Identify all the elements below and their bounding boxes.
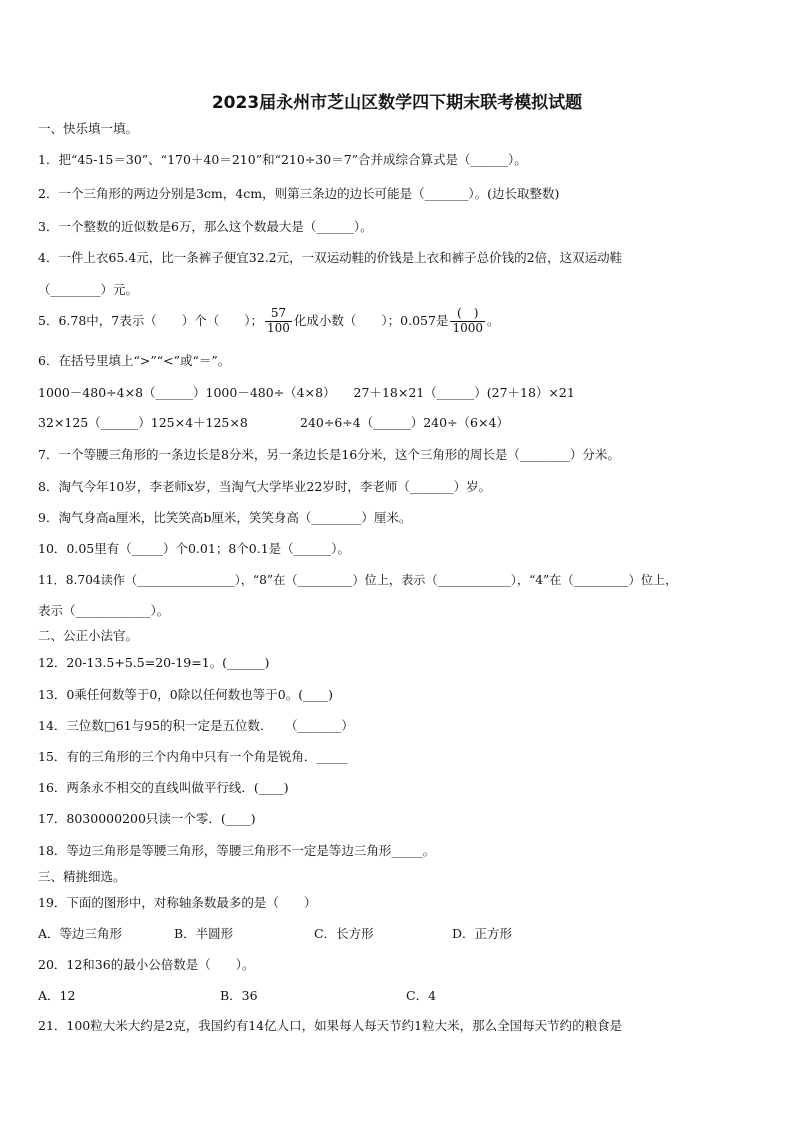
fraction-57-100	[265, 307, 292, 336]
question-4-line-1: 4．一件上衣65.4元，比一条裤子便宜32.2元，一双运动鞋的价钱是上衣和裤子总价钱的2倍，这双运动鞋	[38, 250, 623, 265]
question-15: 15．有的三角形的三个内角中只有一个角是锐角．_____	[38, 749, 348, 764]
fraction-blank-1000	[450, 307, 485, 336]
page-title: 2023届永州市芝山区数学四下期末联考模拟试题	[211, 93, 583, 113]
question-3: 3．一个整数的近似数是6万，那么这个数最大是（______）。	[38, 219, 373, 234]
question-8: 8．淘气今年10岁，李老师x岁，当淘气大学毕业22岁时，李老师（_______）岁。	[38, 479, 492, 494]
question-5	[38, 307, 500, 336]
option-c: C．4	[406, 988, 437, 1003]
fraction-denominator: 1000	[452, 320, 483, 335]
question-11-line-2: 表示（____________）。	[38, 603, 170, 618]
question-6-row-2	[38, 417, 509, 430]
question-5-part-1: 5．6.78中，7表示（ ）个（ ）；	[38, 312, 263, 328]
question-4-line-2: （________）元。	[38, 282, 139, 297]
comparison-expression: 1000－480÷4×8（______）1000－480÷（4×8）	[38, 385, 336, 400]
option-b: B．36	[220, 988, 258, 1003]
question-19: 19．下面的图形中，对称轴条数最多的是（ ）	[38, 895, 317, 910]
question-19-options	[38, 928, 512, 941]
question-18: 18．等边三角形是等腰三角形，等腰三角形不一定是等边三角形_____。	[38, 843, 436, 858]
question-20: 20．12和36的最小公倍数是（ ）。	[38, 957, 255, 972]
question-2: 2．一个三角形的两边分别是3cm，4cm，则第三条边的边长可能是（_______）。(边长取整数)	[38, 186, 560, 201]
question-5-part-2: 化成小数（ ）；0.057是	[293, 312, 449, 328]
question-11-line-1: 11．8.704读作（________________），“8”在（_________）位上，表示（____________），“4”在（_________）位上，	[38, 573, 678, 587]
option-a: A．等边三角形	[38, 926, 123, 941]
question-10: 10．0.05里有（_____）个0.01；8个0.1是（______）。	[38, 541, 350, 556]
question-12: 12．20-13.5+5.5=20-19=1。(______)	[38, 655, 270, 670]
option-c: C．长方形	[314, 926, 374, 941]
question-6: 6．在括号里填上“>”“<”或“＝”。	[38, 353, 231, 368]
option-b: B．半圆形	[174, 926, 234, 941]
question-6-row-1	[38, 387, 575, 400]
option-d: D．正方形	[452, 926, 513, 941]
question-14: 14．三位数□61与95的积一定是五位数． （_______）	[38, 718, 354, 733]
option-a: A．12	[38, 988, 76, 1003]
question-13: 13．0乘任何数等于0，0除以任何数也等于0。(____)	[38, 687, 333, 702]
question-9: 9．淘气身高a厘米，比笑笑高b厘米，笑笑身高（________）厘米。	[38, 510, 412, 525]
fraction-numerator: 57	[265, 307, 292, 322]
question-17: 17．8030000200只读一个零．(____)	[38, 811, 256, 826]
fraction-denominator: 100	[267, 320, 290, 335]
comparison-expression: 240÷6÷4（______）240÷（6×4）	[300, 415, 509, 430]
comparison-expression: 27＋18×21（______）(27＋18）×21	[353, 385, 575, 400]
section-heading-fill-in: 一、快乐填一填。	[38, 121, 139, 136]
comparison-expression: 32×125（______）125×4＋125×8	[38, 415, 248, 430]
fraction-numerator: ( )	[450, 307, 485, 322]
section-heading-judge: 二、公正小法官。	[38, 628, 139, 643]
question-21: 21．100粒大米大约是2克，我国约有14亿人口，如果每人每天节约1粒大米，那么全国每天节约的粮食是	[38, 1018, 623, 1033]
question-1: 1．把“45-15＝30”、“170＋40＝210”和“210÷30＝7”合并成综合算式是（______）。	[38, 152, 527, 167]
question-16: 16．两条永不相交的直线叫做平行线．(____)	[38, 780, 289, 795]
question-7: 7．一个等腰三角形的一条边长是8分米，另一条边长是16分米，这个三角形的周长是（________）分米。	[38, 447, 620, 462]
question-20-options	[38, 990, 436, 1003]
question-5-part-3: 。	[487, 312, 500, 328]
section-heading-choose: 三、精挑细选。	[38, 869, 126, 884]
